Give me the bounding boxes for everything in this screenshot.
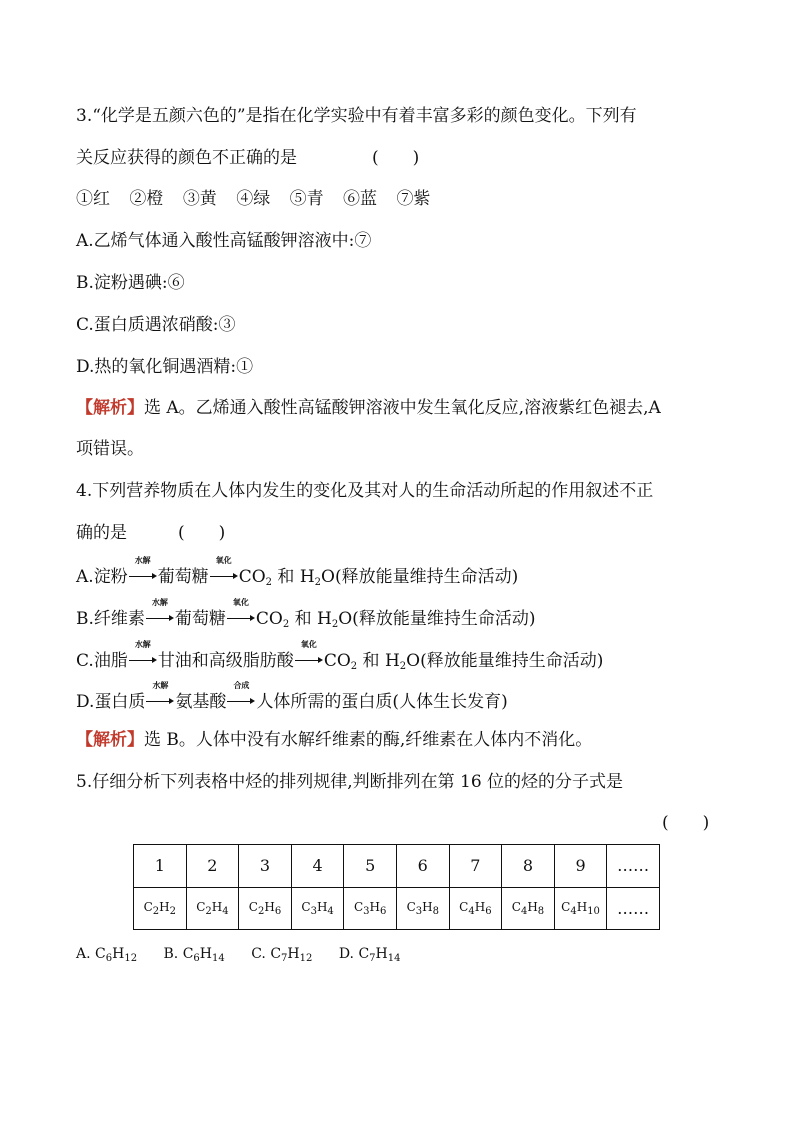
table-cell: 4 xyxy=(291,845,344,888)
table-cell: 7 xyxy=(449,845,502,888)
reaction-arrow: 水解 xyxy=(129,567,157,581)
q3-color-list xyxy=(76,187,430,211)
q5-stem-line1: 5.仔细分析下列表格中烃的排列规律,判断排列在第 16 位的烃的分子式是 xyxy=(76,772,624,792)
table-cell: …… xyxy=(607,887,660,930)
q5-answer-blank: ( ) xyxy=(662,813,710,833)
table-cell: 2 xyxy=(186,845,239,888)
formula-cell: $C_2H_6$ xyxy=(239,887,292,930)
q3-option-c: C.蛋白质遇浓硝酸:③ xyxy=(76,315,236,335)
table-cell: …… xyxy=(607,845,660,888)
formula-cell: $C_4H_6$ xyxy=(449,887,502,930)
formula-cell: $C_2H_4$ xyxy=(186,887,239,930)
color-item: ⑦紫 xyxy=(396,189,431,209)
reaction-arrow: 合成 xyxy=(227,692,255,706)
q3-option-a: A.乙烯气体通入酸性高锰酸钾溶液中:⑦ xyxy=(76,231,372,251)
q3-option-b: B.淀粉遇碘:⑥ xyxy=(76,273,185,293)
q4-answer-blank: ( ) xyxy=(178,523,226,543)
q4-option-c: C.油脂 水解 甘油和高级脂肪酸 氧化 $CO_2$ 和 $H_2O$(释放能量维持生命活动) xyxy=(76,640,604,672)
hydrocarbon-table xyxy=(133,844,660,930)
q5-option-d: D. $C_7H_{14}$ xyxy=(338,946,401,964)
q5-option-a: A. $C_6H_{12}$ xyxy=(76,946,138,964)
reaction-arrow: 水解 xyxy=(129,651,157,665)
q5-options xyxy=(76,942,400,971)
color-item: ①红 xyxy=(76,189,110,209)
q4-analysis xyxy=(76,728,592,752)
table-row-positions xyxy=(134,845,660,888)
analysis-text: 选 B。人体中没有水解纤维素的酶,纤维素在人体内不消化。 xyxy=(144,730,593,750)
q4-option-b: B.纤维素 水解 葡萄糖 氧化 $CO_2$ 和 $H_2O$(释放能量维持生命活动) xyxy=(76,598,536,630)
table-cell: 1 xyxy=(134,845,187,888)
q3-stem-line2: 关反应获得的颜色不正确的是 xyxy=(76,148,297,168)
q3-answer-blank: ( ) xyxy=(372,148,420,168)
table-row-formulas xyxy=(134,887,660,930)
q3-analysis-line1 xyxy=(76,396,661,420)
color-item: ④绿 xyxy=(236,189,271,209)
table-cell: 5 xyxy=(344,845,397,888)
table-cell: 8 xyxy=(502,845,555,888)
q4-option-d: D.蛋白质 水解 氨基酸 合成 人体所需的蛋白质(人体生长发育) xyxy=(76,681,508,712)
q5-option-c: C. $C_7H_{12}$ xyxy=(251,946,313,964)
reaction-arrow: 氧化 xyxy=(295,651,323,665)
color-item: ③黄 xyxy=(182,189,217,209)
color-item: ②橙 xyxy=(129,189,164,209)
table-cell: 6 xyxy=(396,845,449,888)
color-item: ⑥蓝 xyxy=(343,189,378,209)
q4-stem-line1: 4.下列营养物质在人体内发生的变化及其对人的生命活动所起的作用叙述不正 xyxy=(76,481,654,501)
formula-cell: $C_3H_8$ xyxy=(396,887,449,930)
formula-cell: $C_4H_8$ xyxy=(502,887,555,930)
formula-cell: $C_3H_4$ xyxy=(291,887,344,930)
q3-option-d: D.热的氧化铜遇酒精:① xyxy=(76,357,254,377)
analysis-tag: 【解析】 xyxy=(76,398,144,418)
reaction-arrow: 水解 xyxy=(146,609,174,623)
q4-stem-line2: 确的是 xyxy=(76,523,127,543)
table-cell: 3 xyxy=(239,845,292,888)
q3-stem-line1: 3.“化学是五颜六色的”是指在化学实验中有着丰富多彩的颜色变化。下列有 xyxy=(76,106,637,126)
q4-option-a: A.淀粉 水解 葡萄糖 氧化 $CO_2$ 和 $H_2O$(释放能量维持生命活动) xyxy=(76,556,519,588)
color-item: ⑤青 xyxy=(289,189,324,209)
analysis-text: 选 A。乙烯通入酸性高锰酸钾溶液中发生氧化反应,溶液紫红色褪去,A xyxy=(144,398,661,418)
q5-option-b: B. $C_6H_{14}$ xyxy=(163,946,225,964)
table-cell: 9 xyxy=(554,845,607,888)
formula-cell: $C_4H_{10}$ xyxy=(554,887,607,930)
formula-cell: $C_3H_6$ xyxy=(344,887,397,930)
analysis-tag: 【解析】 xyxy=(76,730,144,750)
q3-analysis-line2: 项错误。 xyxy=(76,439,144,459)
reaction-arrow: 氧化 xyxy=(210,567,238,581)
formula-cell: $C_2H_2$ xyxy=(134,887,187,930)
reaction-arrow: 水解 xyxy=(146,692,174,706)
reaction-arrow: 氧化 xyxy=(227,609,255,623)
